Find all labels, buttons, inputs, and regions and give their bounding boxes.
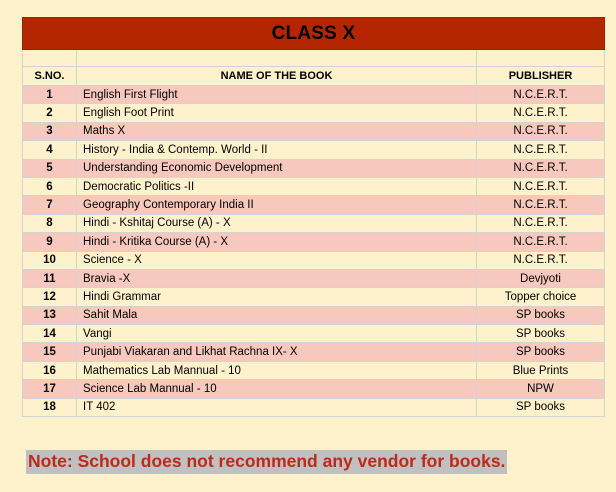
cell-book-name: Maths X — [77, 122, 477, 140]
cell-book-name: Hindi Grammar — [77, 288, 477, 306]
cell-publisher: Devjyoti — [477, 269, 605, 287]
cell-book-name: Science - X — [77, 251, 477, 269]
table-row — [23, 361, 605, 379]
cell-book-name: Vangi — [77, 325, 477, 343]
table-row — [23, 325, 605, 343]
table-row — [23, 86, 605, 104]
cell-publisher: N.C.E.R.T. — [477, 177, 605, 195]
spacer-row — [23, 50, 605, 67]
cell-publisher: N.C.E.R.T. — [477, 251, 605, 269]
table-row — [23, 269, 605, 287]
cell-publisher: N.C.E.R.T. — [477, 214, 605, 232]
empty-cell — [477, 50, 605, 67]
cell-publisher: NPW — [477, 380, 605, 398]
empty-cell — [23, 50, 77, 67]
column-header-sno: S.NO. — [23, 67, 77, 86]
cell-sno: 14 — [23, 325, 77, 343]
cell-publisher: N.C.E.R.T. — [477, 196, 605, 214]
cell-book-name: IT 402 — [77, 398, 477, 416]
cell-sno: 2 — [23, 104, 77, 122]
cell-publisher: SP books — [477, 306, 605, 324]
table-row — [23, 233, 605, 251]
table-row — [23, 398, 605, 416]
cell-publisher: SP books — [477, 398, 605, 416]
cell-publisher: N.C.E.R.T. — [477, 86, 605, 104]
cell-book-name: History - India & Contemp. World - II — [77, 141, 477, 159]
cell-book-name: Geography Contemporary India II — [77, 196, 477, 214]
cell-book-name: Mathematics Lab Mannual - 10 — [77, 361, 477, 379]
cell-book-name: Bravia -X — [77, 269, 477, 287]
cell-sno: 17 — [23, 380, 77, 398]
cell-publisher: SP books — [477, 325, 605, 343]
table-row — [23, 122, 605, 140]
table-row — [23, 214, 605, 232]
cell-sno: 16 — [23, 361, 77, 379]
empty-cell — [77, 50, 477, 67]
table-row — [23, 288, 605, 306]
table-row — [23, 159, 605, 177]
header-row — [23, 67, 605, 86]
cell-book-name: Democratic Politics -II — [77, 177, 477, 195]
table-row — [23, 251, 605, 269]
column-header-publisher: PUBLISHER — [477, 67, 605, 86]
cell-sno: 10 — [23, 251, 77, 269]
table-row — [23, 380, 605, 398]
table-row — [23, 141, 605, 159]
cell-sno: 6 — [23, 177, 77, 195]
cell-sno: 13 — [23, 306, 77, 324]
cell-sno: 5 — [23, 159, 77, 177]
cell-book-name: Sahit Mala — [77, 306, 477, 324]
cell-publisher: Blue Prints — [477, 361, 605, 379]
cell-sno: 1 — [23, 86, 77, 104]
cell-book-name: Punjabi Viakaran and Likhat Rachna IX- X — [77, 343, 477, 361]
cell-publisher: Topper choice — [477, 288, 605, 306]
column-header-name: NAME OF THE BOOK — [77, 67, 477, 86]
cell-publisher: N.C.E.R.T. — [477, 122, 605, 140]
table-row — [23, 306, 605, 324]
vendor-note: Note: School does not recommend any vendor for books. — [26, 450, 507, 474]
cell-publisher: N.C.E.R.T. — [477, 141, 605, 159]
cell-sno: 7 — [23, 196, 77, 214]
table-row — [23, 104, 605, 122]
table-row — [23, 343, 605, 361]
cell-publisher: SP books — [477, 343, 605, 361]
cell-book-name: English Foot Print — [77, 104, 477, 122]
title-row — [23, 18, 605, 50]
table-row — [23, 177, 605, 195]
cell-sno: 8 — [23, 214, 77, 232]
cell-book-name: Science Lab Mannual - 10 — [77, 380, 477, 398]
cell-book-name: Hindi - Kshitaj Course (A) - X — [77, 214, 477, 232]
cell-book-name: Hindi - Kritika Course (A) - X — [77, 233, 477, 251]
class-title: CLASS X — [23, 18, 605, 50]
cell-sno: 15 — [23, 343, 77, 361]
cell-publisher: N.C.E.R.T. — [477, 104, 605, 122]
cell-sno: 18 — [23, 398, 77, 416]
cell-publisher: N.C.E.R.T. — [477, 233, 605, 251]
cell-sno: 4 — [23, 141, 77, 159]
cell-sno: 3 — [23, 122, 77, 140]
cell-publisher: N.C.E.R.T. — [477, 159, 605, 177]
cell-sno: 12 — [23, 288, 77, 306]
cell-sno: 11 — [23, 269, 77, 287]
cell-sno: 9 — [23, 233, 77, 251]
book-list-table — [22, 17, 605, 417]
cell-book-name: English First Flight — [77, 86, 477, 104]
table-row — [23, 196, 605, 214]
cell-book-name: Understanding Economic Development — [77, 159, 477, 177]
